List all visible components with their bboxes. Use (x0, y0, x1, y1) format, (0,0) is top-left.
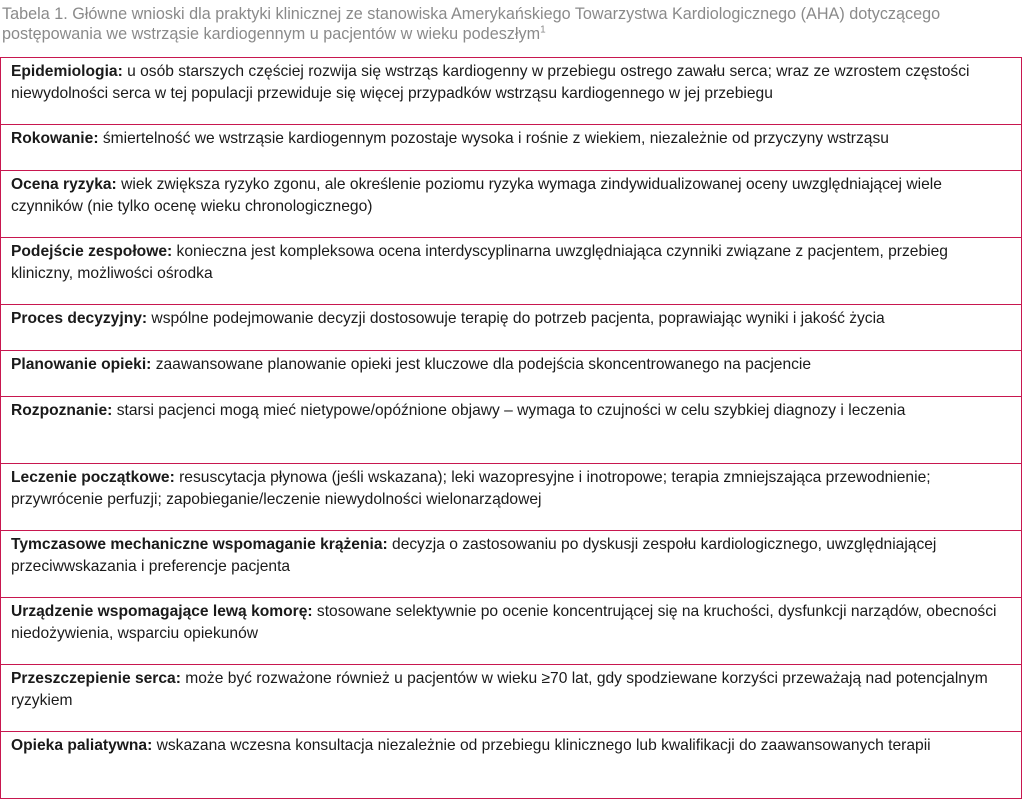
table-caption (2, 4, 1020, 44)
row-term: Proces decyzyjny: (11, 310, 148, 327)
row-text: może być rozważone również u pacjentów w wieku ≥70 lat, gdy spodziewane korzyści przeważają nad potencjalnym ryzykiem (11, 670, 988, 709)
row-term: Opieka paliatywna: (11, 737, 153, 754)
row-term: Rozpoznanie: (11, 402, 113, 419)
recommendations-table (0, 57, 1022, 799)
table-cell (1, 732, 1022, 799)
row-term: Przeszczepienie serca: (11, 670, 181, 687)
row-text: decyzja o zastosowaniu po dyskusji zespołu kardiologicznego, uwzględniającej przeciwwskazania i preferencje pacjenta (11, 536, 937, 575)
table-row (1, 531, 1022, 598)
table-cell (1, 598, 1022, 665)
row-text: resuscytacja płynowa (jeśli wskazana); leki wazopresyjne i inotropowe; terapia zmniejszająca przewodnienie; przywrócenie perfuzji; zapobieganie/leczenie niewydolności wielonarządowej (11, 469, 931, 508)
row-text: wiek zwiększa ryzyko zgonu, ale określenie poziomu ryzyka wymaga zindywidualizowanej oceny uwzględniającej wiele czynników (nie tylko ocenę wieku chronologicznego) (11, 176, 942, 215)
table-cell (1, 125, 1022, 171)
row-text: konieczna jest kompleksowa ocena interdyscyplinarna uwzględniająca czynniki związane z pacjentem, przebieg kliniczny, możliwości ośrodka (11, 243, 948, 282)
row-term: Rokowanie: (11, 130, 99, 147)
row-term: Urządzenie wspomagające lewą komorę: (11, 603, 313, 620)
table-cell (1, 58, 1022, 125)
row-text: zaawansowane planowanie opieki jest kluczowe dla podejścia skoncentrowanego na pacjencie (151, 356, 812, 373)
table-row (1, 598, 1022, 665)
table-row (1, 171, 1022, 238)
row-term: Leczenie początkowe: (11, 469, 175, 486)
table-row (1, 397, 1022, 464)
table-cell (1, 238, 1022, 305)
table-row (1, 351, 1022, 397)
table-row (1, 732, 1022, 799)
caption-footnote-ref: 1 (540, 24, 546, 36)
row-text: śmiertelność we wstrząsie kardiogennym pozostaje wysoka i rośnie z wiekiem, niezależnie od przyczyny wstrząsu (98, 130, 889, 147)
table-row (1, 238, 1022, 305)
table-cell (1, 531, 1022, 598)
table-row (1, 305, 1022, 351)
table-row (1, 464, 1022, 531)
row-text: stosowane selektywnie po ocenie koncentrującej się na kruchości, dysfunkcji narządów, obecności niedożywienia, wsparciu opiekunów (11, 603, 997, 642)
row-term: Podejście zespołowe: (11, 243, 173, 260)
row-term: Epidemiologia: (11, 63, 123, 80)
row-term: Tymczasowe mechaniczne wspomaganie krążenia: (11, 536, 388, 553)
row-text: u osób starszych częściej rozwija się wstrząs kardiogenny w przebiegu ostrego zawału serca; wraz ze wzrostem częstości niewydolności serca w tej populacji przewiduje się więcej przypadków wstrząsu kardiogennego w jej przebiegu (11, 63, 970, 102)
row-text: wskazana wczesna konsultacja niezależnie od przebiegu klinicznego lub kwalifikacji do zaawansowanych terapii (152, 737, 931, 754)
table-cell (1, 171, 1022, 238)
row-text: starsi pacjenci mogą mieć nietypowe/opóźnione objawy – wymaga to czujności w celu szybkiej diagnozy i leczenia (112, 402, 906, 419)
table-cell (1, 665, 1022, 732)
row-text: wspólne podejmowanie decyzji dostosowuje terapię do potrzeb pacjenta, poprawiając wyniki i jakość życia (147, 310, 885, 327)
table-row (1, 125, 1022, 171)
table-cell (1, 351, 1022, 397)
row-term: Planowanie opieki: (11, 356, 152, 373)
table-row (1, 665, 1022, 732)
caption-text: Tabela 1. Główne wnioski dla praktyki klinicznej ze stanowiska Amerykańskiego Towarzystwa Kardiologicznego (AHA) dotyczącego postępowania we wstrząsie kardiogennym u pacjentów w wieku podeszłym (2, 5, 941, 43)
table-cell (1, 464, 1022, 531)
table-cell (1, 305, 1022, 351)
table-row (1, 58, 1022, 125)
row-term: Ocena ryzyka: (11, 176, 117, 193)
table-cell (1, 397, 1022, 464)
